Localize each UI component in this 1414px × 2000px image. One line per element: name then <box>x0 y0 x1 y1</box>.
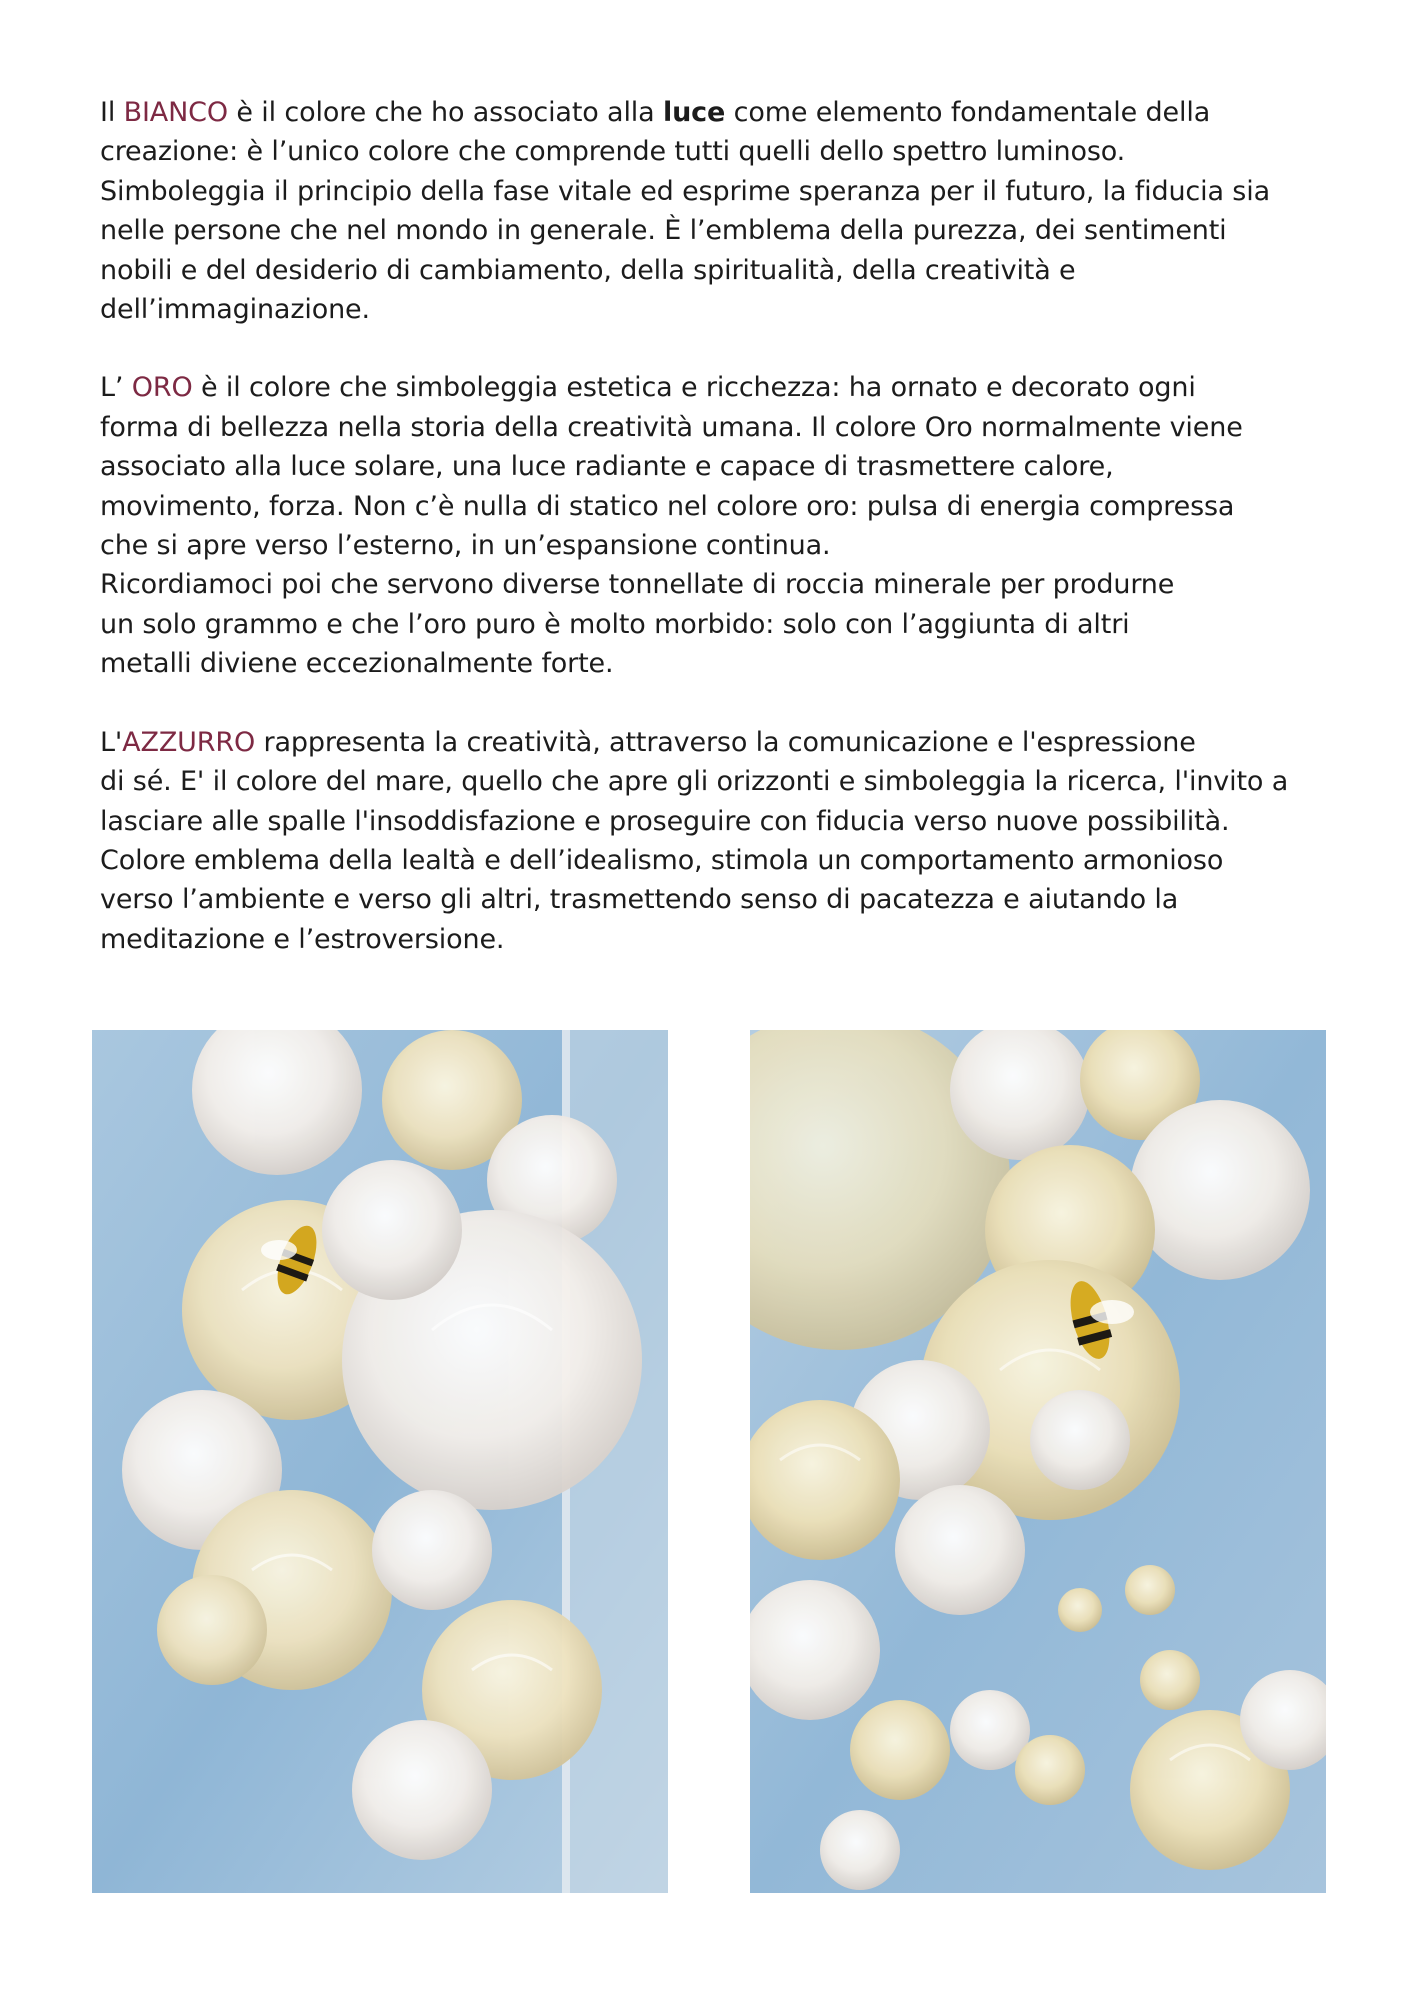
text-run: che si apre verso l’esterno, in un’espansione continua. <box>100 530 831 562</box>
text-run: metalli diviene eccezionalmente forte. <box>100 648 614 680</box>
text-run: Il <box>100 97 124 128</box>
color-keyword: ORO <box>131 372 193 404</box>
text-run: verso l’ambiente e verso gli altri, trasmettendo senso di pacatezza e aiutando la <box>100 884 1179 916</box>
text-run: meditazione e l’estroversione. <box>100 923 505 955</box>
text-run: di sé. E' il colore del mare, quello che apre gli orizzonti e simboleggia la ricerca, l'invito a <box>100 766 1289 798</box>
text-line <box>100 172 1330 211</box>
text-run: lasciare alle spalle l'insoddisfazione e proseguire con fiducia verso nuove possibilità. <box>100 805 1230 837</box>
text-line <box>100 723 1330 762</box>
text-run: creazione: è l’unico colore che comprende tutti quelli dello spettro luminoso. <box>100 136 1126 168</box>
color-keyword: BIANCO <box>123 97 228 128</box>
text-line <box>100 447 1330 486</box>
text-line <box>100 251 1330 290</box>
text-run: L’ <box>100 372 132 404</box>
text-run: Colore emblema della lealtà e dell’idealismo, stimola un comportamento armonioso <box>100 844 1224 876</box>
text-run: L' <box>100 726 123 758</box>
text-run: associato alla luce solare, una luce radiante e capace di trasmettere calore, <box>100 451 1114 483</box>
text-line <box>100 605 1330 644</box>
text-line <box>100 211 1330 250</box>
text-run: è il colore che simboleggia estetica e ricchezza: ha ornato e decorato ogni <box>192 372 1196 404</box>
body-text <box>100 93 1330 998</box>
photo-paper-roses-with-bee-right <box>750 1030 1326 1893</box>
emphasis-word: luce <box>663 97 726 128</box>
text-line <box>100 487 1330 526</box>
text-run: nelle persone che nel mondo in generale. È l’emblema della purezza, dei sentimenti <box>100 215 1227 247</box>
text-run: Ricordiamoci poi che servono diverse tonnellate di roccia minerale per produrne <box>100 569 1175 601</box>
paper-roses-illustration-left <box>92 1030 668 1893</box>
text-run: un solo grammo e che l’oro puro è molto morbido: solo con l’aggiunta di altri <box>100 608 1130 640</box>
text-line <box>100 93 1330 132</box>
text-run: forma di bellezza nella storia della creatività umana. Il colore Oro normalmente viene <box>100 411 1243 443</box>
text-run: rappresenta la creatività, attraverso la comunicazione e l'espressione <box>255 726 1196 758</box>
paragraph-3 <box>100 723 1330 959</box>
text-line <box>100 841 1330 880</box>
text-line <box>100 368 1330 407</box>
text-line <box>100 565 1330 604</box>
photo-paper-roses-with-bee-left <box>92 1030 668 1893</box>
text-run: movimento, forza. Non c’è nulla di statico nel colore oro: pulsa di energia compressa <box>100 490 1235 522</box>
paragraph-1 <box>100 93 1330 329</box>
text-line <box>100 762 1330 801</box>
text-line <box>100 802 1330 841</box>
text-line <box>100 132 1330 171</box>
text-line <box>100 880 1330 919</box>
text-run: Simboleggia il principio della fase vitale ed esprime speranza per il futuro, la fiducia sia <box>100 175 1270 207</box>
text-line <box>100 290 1330 329</box>
text-line <box>100 644 1330 683</box>
text-run: dell’immaginazione. <box>100 294 370 326</box>
text-line <box>100 408 1330 447</box>
text-run: nobili e del desiderio di cambiamento, della spiritualità, della creatività e <box>100 254 1076 286</box>
color-keyword: AZZURRO <box>122 726 256 758</box>
text-run: è il colore che ho associato alla <box>227 97 663 128</box>
text-run: come elemento fondamentale della <box>725 97 1211 128</box>
text-line <box>100 920 1330 959</box>
text-line <box>100 526 1330 565</box>
paragraph-2 <box>100 368 1330 683</box>
paper-roses-illustration-right <box>750 1030 1326 1893</box>
